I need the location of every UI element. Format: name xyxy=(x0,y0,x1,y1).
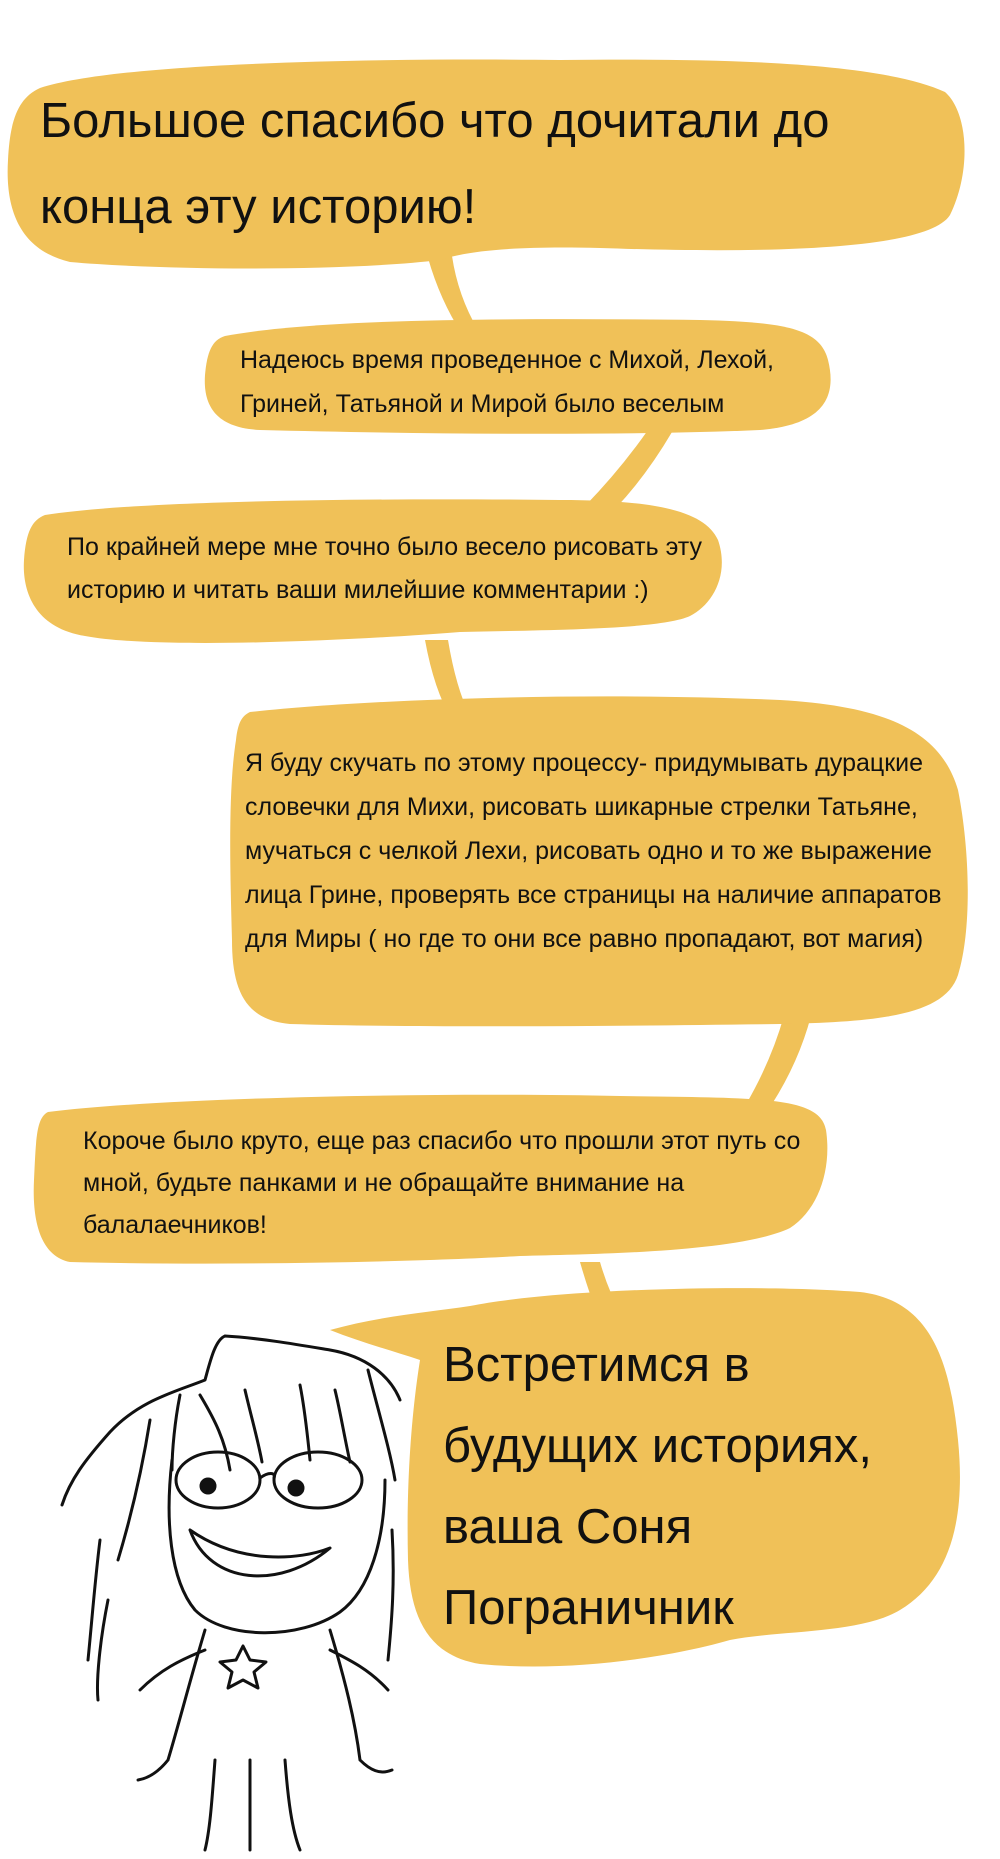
connector-4-5 xyxy=(745,1012,812,1106)
star-icon xyxy=(220,1646,266,1688)
bubble-4-text: Я буду скучать по этому процессу- придумывать дурацкие словечки для Михи, рисовать шикарные стрелки Татьяне, мучаться с челкой Лехи, рисовать одно и то же выражение лица Грине, проверять все страницы на наличие аппаратов для Миры ( но где то они все равно пропадают, вот магия) xyxy=(245,749,942,953)
glasses-bridge xyxy=(260,1474,274,1479)
body xyxy=(138,1630,392,1780)
eye-right xyxy=(289,1481,303,1495)
bubble-3-text: По крайней мере мне точно было весело рисовать эту историю и читать ваши милейшие комментарии :) xyxy=(67,533,703,604)
bangs xyxy=(200,1385,350,1470)
author-self-portrait-doodle xyxy=(62,1336,400,1850)
bubble-6-text: Встретимся в будущих историях, ваша Соня Пограничник xyxy=(443,1338,873,1635)
bubble-2-text: Надеюсь время проведенное с Михой, Лехой, Гриней, Татьяной и Мирой было веселым xyxy=(240,346,774,418)
bubble-1-text: Большое спасибо что дочитали до конца эту историю! xyxy=(40,94,830,234)
bubble-5-text: Короче было круто, еще раз спасибо что прошли этот путь со мной, будьте панками и не обращайте внимание на балалаечников! xyxy=(83,1127,801,1239)
arms xyxy=(140,1650,388,1690)
connector-2-3 xyxy=(585,430,672,512)
hair xyxy=(62,1336,400,1505)
eye-left xyxy=(201,1479,215,1493)
smile xyxy=(190,1530,330,1576)
legs xyxy=(205,1760,300,1850)
glasses-left xyxy=(176,1452,260,1508)
glasses-right xyxy=(274,1452,362,1508)
